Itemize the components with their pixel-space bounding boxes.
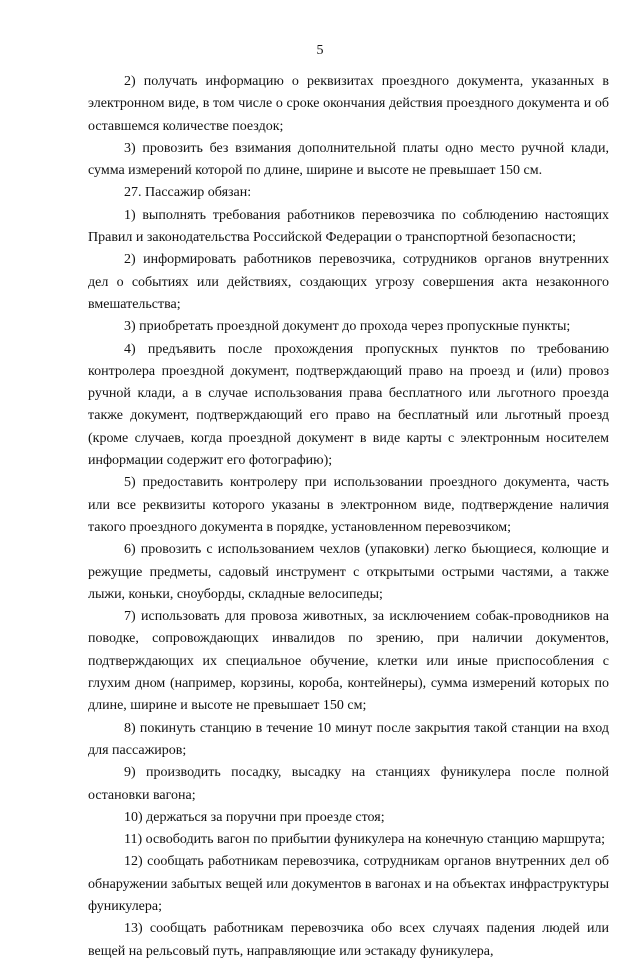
paragraph: 9) производить посадку, высадку на станциях фуникулера после полной остановки вагона;	[88, 765, 609, 803]
paragraph: 7) использовать для провоза животных, за исключением собак-проводников на поводке, сопровождающих инвалидов по зрению, при наличии документов, подтверждающих их специальное обучение, клетки или иные приспособления с глухим дном (например, корзины, короба, контейнеры), сумма измерений которых по длине, ширине и высоте не превышает 150 см;	[88, 609, 609, 714]
page-number: 5	[316, 43, 324, 58]
section-heading: 27. Пассажир обязан:	[124, 185, 252, 201]
paragraph: 13) сообщать работникам перевозчика обо всех случаях падения людей или вещей на рельсовый путь, направляющие или эстакаду фуникулера,	[88, 921, 609, 959]
paragraph: 3) провозить без взимания дополнительной платы одно место ручной клади, сумма измерений которой по длине, ширине и высоте не превышает 150 см.	[88, 140, 609, 179]
paragraph: 5) предоставить контролеру при использовании проездного документа, часть или все реквизиты которого указаны в электронном виде, подтверждение наличия такого проездного документа в порядке, установленном перевозчиком;	[88, 475, 609, 535]
paragraph: 8) покинуть станцию в течение 10 минут после закрытия такой станции на вход для пассажиров;	[88, 720, 609, 758]
paragraph: 2) информировать работников перевозчика, сотрудников органов внутренних дел о событиях или действиях, создающих угрозу совершения акта незаконного вмешательства;	[88, 252, 609, 312]
paragraph: 12) сообщать работникам перевозчика, сотрудникам органов внутренних дел об обнаружении забытых вещей или документов в вагонах и на объектах инфраструктуры фуникулера;	[88, 854, 609, 914]
paragraph: 11) освободить вагон по прибытии фуникулера на конечную станцию маршрута;	[124, 832, 606, 848]
paragraph: 3) приобретать проездной документ до прохода через пропускные пункты;	[124, 319, 571, 335]
document-body	[88, 71, 609, 963]
paragraph: 1) выполнять требования работников перевозчика по соблюдению настоящих Правил и законодательства Российской Федерации о транспортной безопасности;	[88, 207, 609, 246]
paragraph: 6) провозить с использованием чехлов (упаковки) легко бьющиеся, колющие и режущие предметы, садовый инструмент с открытыми острыми частями, а также лыжи, коньки, сноуборды, складные велосипеды;	[88, 542, 609, 602]
paragraph: 4) предъявить после прохождения пропускных пунктов по требованию контролера проездной документ, подтверждающий право на проезд и (или) провоз ручной клади, а в случае использования права бесплатного или льготного проезда также документ, подтверждающий его право на бесплатный или льготный проезд (кроме случаев, когда проездной документ в виде карты с электронным носителем информации содержит его фотографию);	[88, 341, 609, 469]
paragraph: 10) держаться за поручни при проезде стоя;	[124, 809, 385, 825]
paragraph: 2) получать информацию о реквизитах проездного документа, указанных в электронном виде, в том числе о сроке окончания действия проездного документа и об оставшемся количестве поездок;	[88, 74, 609, 134]
